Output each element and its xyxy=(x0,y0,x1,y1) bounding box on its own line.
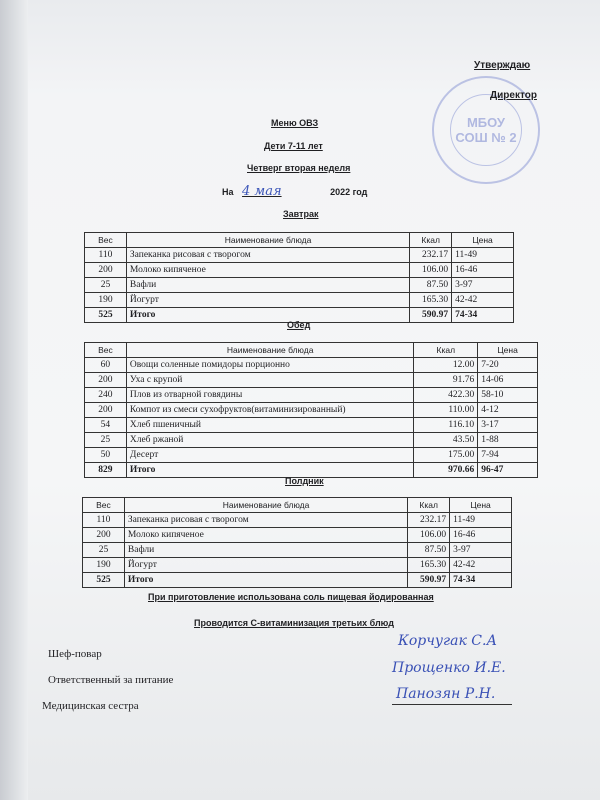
stamp-line-2: СОШ № 2 xyxy=(455,130,517,145)
table-row xyxy=(83,513,512,528)
col-name: Наименование блюда xyxy=(126,343,414,358)
weight-cell: 110 xyxy=(85,248,127,263)
kcal-cell: 165.30 xyxy=(410,293,452,308)
price-cell: 42-42 xyxy=(452,293,514,308)
nutrition-signature: Прощенко И.Е. xyxy=(392,660,506,676)
dish-name-cell: Уха с крупой xyxy=(126,373,414,388)
breakfast-table xyxy=(84,232,514,323)
dish-name-cell: Запеканка рисовая с творогом xyxy=(124,513,407,528)
table-header xyxy=(85,343,538,358)
dish-name-cell: Компот из смеси сухофруктов(витаминизированный) xyxy=(126,403,414,418)
total-price: 96-47 xyxy=(478,463,538,478)
price-cell: 1-88 xyxy=(478,433,538,448)
weight-cell: 54 xyxy=(85,418,127,433)
weight-cell: 60 xyxy=(85,358,127,373)
menu-title: Меню ОВЗ xyxy=(271,118,319,128)
breakfast-title: Завтрак xyxy=(283,209,319,219)
lunch-title: Обед xyxy=(287,320,311,330)
dish-name-cell: Вафли xyxy=(124,543,407,558)
weight-cell: 200 xyxy=(85,263,127,278)
date-prefix: На xyxy=(222,187,234,197)
price-cell: 7-94 xyxy=(478,448,538,463)
kcal-cell: 106.00 xyxy=(408,528,450,543)
table-header xyxy=(85,233,514,248)
dish-name-cell: Вафли xyxy=(126,278,409,293)
chef-signature: Корчугак С.А xyxy=(398,633,498,649)
nutrition-role: Ответственный за питание xyxy=(48,674,174,686)
price-cell: 3-97 xyxy=(450,543,512,558)
nurse-role: Медицинская сестра xyxy=(42,700,139,712)
kcal-cell: 110.00 xyxy=(414,403,478,418)
price-cell: 3-17 xyxy=(478,418,538,433)
dish-name-cell: Хлеб ржаной xyxy=(126,433,414,448)
kcal-cell: 12.00 xyxy=(414,358,478,373)
price-cell: 11-49 xyxy=(452,248,514,263)
price-cell: 11-49 xyxy=(450,513,512,528)
total-row xyxy=(83,573,512,588)
approve-label: Утверждаю xyxy=(474,60,531,71)
salt-note: При приготовление использована соль пищевая йодированная xyxy=(148,592,434,602)
table-row xyxy=(85,373,538,388)
col-weight: Вес xyxy=(85,233,127,248)
kcal-cell: 175.00 xyxy=(414,448,478,463)
table-row xyxy=(85,388,538,403)
col-price: Цена xyxy=(450,498,512,513)
total-price: 74-34 xyxy=(452,308,514,323)
total-weight: 525 xyxy=(83,573,125,588)
total-kcal: 590.97 xyxy=(408,573,450,588)
col-name: Наименование блюда xyxy=(126,233,409,248)
weight-cell: 25 xyxy=(85,433,127,448)
weight-cell: 110 xyxy=(83,513,125,528)
dish-name-cell: Молоко кипяченое xyxy=(126,263,409,278)
col-kcal: Ккал xyxy=(408,498,450,513)
col-price: Цена xyxy=(478,343,538,358)
price-cell: 7-20 xyxy=(478,358,538,373)
weight-cell: 190 xyxy=(83,558,125,573)
kcal-cell: 116.10 xyxy=(414,418,478,433)
chef-role: Шеф-повар xyxy=(48,648,102,660)
day-label: Четверг вторая неделя xyxy=(247,163,351,173)
weight-cell: 25 xyxy=(83,543,125,558)
date-year: 2022 год xyxy=(330,187,368,197)
weight-cell: 200 xyxy=(85,373,127,388)
table-row xyxy=(85,358,538,373)
dish-name-cell: Хлеб пшеничный xyxy=(126,418,414,433)
kcal-cell: 165.30 xyxy=(408,558,450,573)
table-row xyxy=(83,558,512,573)
date-line xyxy=(222,184,367,199)
total-price: 74-34 xyxy=(450,573,512,588)
dish-name-cell: Запеканка рисовая с творогом xyxy=(126,248,409,263)
kcal-cell: 91.76 xyxy=(414,373,478,388)
table-row xyxy=(85,433,538,448)
total-weight: 525 xyxy=(85,308,127,323)
dish-name-cell: Десерт xyxy=(126,448,414,463)
kcal-cell: 106.00 xyxy=(410,263,452,278)
kcal-cell: 87.50 xyxy=(410,278,452,293)
table-row xyxy=(85,448,538,463)
table-row xyxy=(85,293,514,308)
nurse-signature: Панозян Р.Н. xyxy=(396,686,496,702)
weight-cell: 25 xyxy=(85,278,127,293)
col-price: Цена xyxy=(452,233,514,248)
col-weight: Вес xyxy=(85,343,127,358)
price-cell: 4-12 xyxy=(478,403,538,418)
paper-edge xyxy=(0,0,28,800)
weight-cell: 240 xyxy=(85,388,127,403)
weight-cell: 190 xyxy=(85,293,127,308)
table-row xyxy=(85,403,538,418)
table-row xyxy=(85,278,514,293)
col-weight: Вес xyxy=(83,498,125,513)
weight-cell: 50 xyxy=(85,448,127,463)
signature-underline xyxy=(392,704,512,705)
col-kcal: Ккал xyxy=(410,233,452,248)
total-kcal: 590.97 xyxy=(410,308,452,323)
price-cell: 58-10 xyxy=(478,388,538,403)
price-cell: 16-46 xyxy=(452,263,514,278)
total-label: Итого xyxy=(126,308,409,323)
price-cell: 42-42 xyxy=(450,558,512,573)
snack-title: Полдник xyxy=(285,476,324,486)
lunch-table xyxy=(84,342,538,478)
price-cell: 14-06 xyxy=(478,373,538,388)
kcal-cell: 422.30 xyxy=(414,388,478,403)
table-row xyxy=(85,418,538,433)
table-row xyxy=(83,543,512,558)
kcal-cell: 232.17 xyxy=(408,513,450,528)
total-weight: 829 xyxy=(85,463,127,478)
table-row xyxy=(85,263,514,278)
weight-cell: 200 xyxy=(83,528,125,543)
kcal-cell: 232.17 xyxy=(410,248,452,263)
price-cell: 3-97 xyxy=(452,278,514,293)
dish-name-cell: Молоко кипяченое xyxy=(124,528,407,543)
director-label: Директор xyxy=(490,90,537,101)
age-group: Дети 7-11 лет xyxy=(264,141,323,151)
snack-table xyxy=(82,497,512,588)
table-header xyxy=(83,498,512,513)
dish-name-cell: Овощи соленные помидоры порционно xyxy=(126,358,414,373)
kcal-cell: 87.50 xyxy=(408,543,450,558)
dish-name-cell: Йогурт xyxy=(126,293,409,308)
col-kcal: Ккал xyxy=(414,343,478,358)
dish-name-cell: Плов из отварной говядины xyxy=(126,388,414,403)
dish-name-cell: Йогурт xyxy=(124,558,407,573)
price-cell: 16-46 xyxy=(450,528,512,543)
col-name: Наименование блюда xyxy=(124,498,407,513)
date-handwritten: 4 мая xyxy=(242,184,282,199)
total-label: Итого xyxy=(124,573,407,588)
total-label: Итого xyxy=(126,463,414,478)
stamp-line-1: МБОУ xyxy=(466,115,506,130)
table-row xyxy=(85,248,514,263)
table-row xyxy=(83,528,512,543)
weight-cell: 200 xyxy=(85,403,127,418)
total-kcal: 970.66 xyxy=(414,463,478,478)
vitamin-note: Проводится С-витаминизация третьих блюд xyxy=(194,618,394,628)
kcal-cell: 43.50 xyxy=(414,433,478,448)
